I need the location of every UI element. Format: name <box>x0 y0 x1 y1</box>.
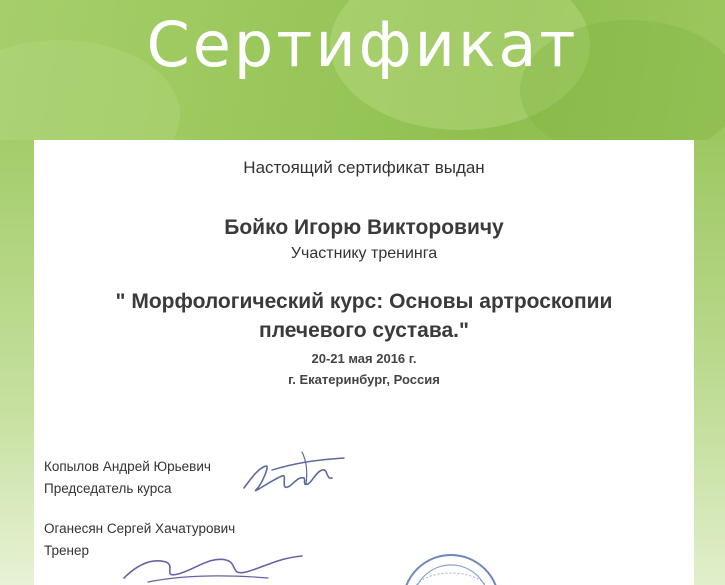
course-title <box>34 287 694 345</box>
signature-1 <box>232 440 362 510</box>
signatory-1-name: Копылов Андрей Юрьевич <box>44 459 211 474</box>
signatory-2-title: Тренер <box>44 543 89 558</box>
header-band <box>0 0 725 140</box>
course-title-line2: плечевого сустава." <box>259 319 469 342</box>
signatory-2-name: Оганесян Сергей Хачатурович <box>44 521 236 536</box>
course-title-line1: " Морфологический курс: Основы артроскопии <box>115 290 613 313</box>
recipient-role: Участнику тренинга <box>290 245 438 262</box>
stamp-seal <box>396 548 506 585</box>
recipient-name: Бойко Игорю Викторовичу <box>224 216 504 239</box>
right-border-band <box>694 140 725 585</box>
signature-2 <box>118 548 308 585</box>
signatory-1-title: Председатель курса <box>44 481 172 496</box>
course-dates: 20-21 мая 2016 г. <box>311 351 417 366</box>
course-location: г. Екатеринбург, Россия <box>288 372 440 387</box>
left-border-band <box>0 140 34 585</box>
issued-text: Настоящий сертификат выдан <box>243 158 485 177</box>
certificate-title: Сертификат <box>146 8 579 81</box>
